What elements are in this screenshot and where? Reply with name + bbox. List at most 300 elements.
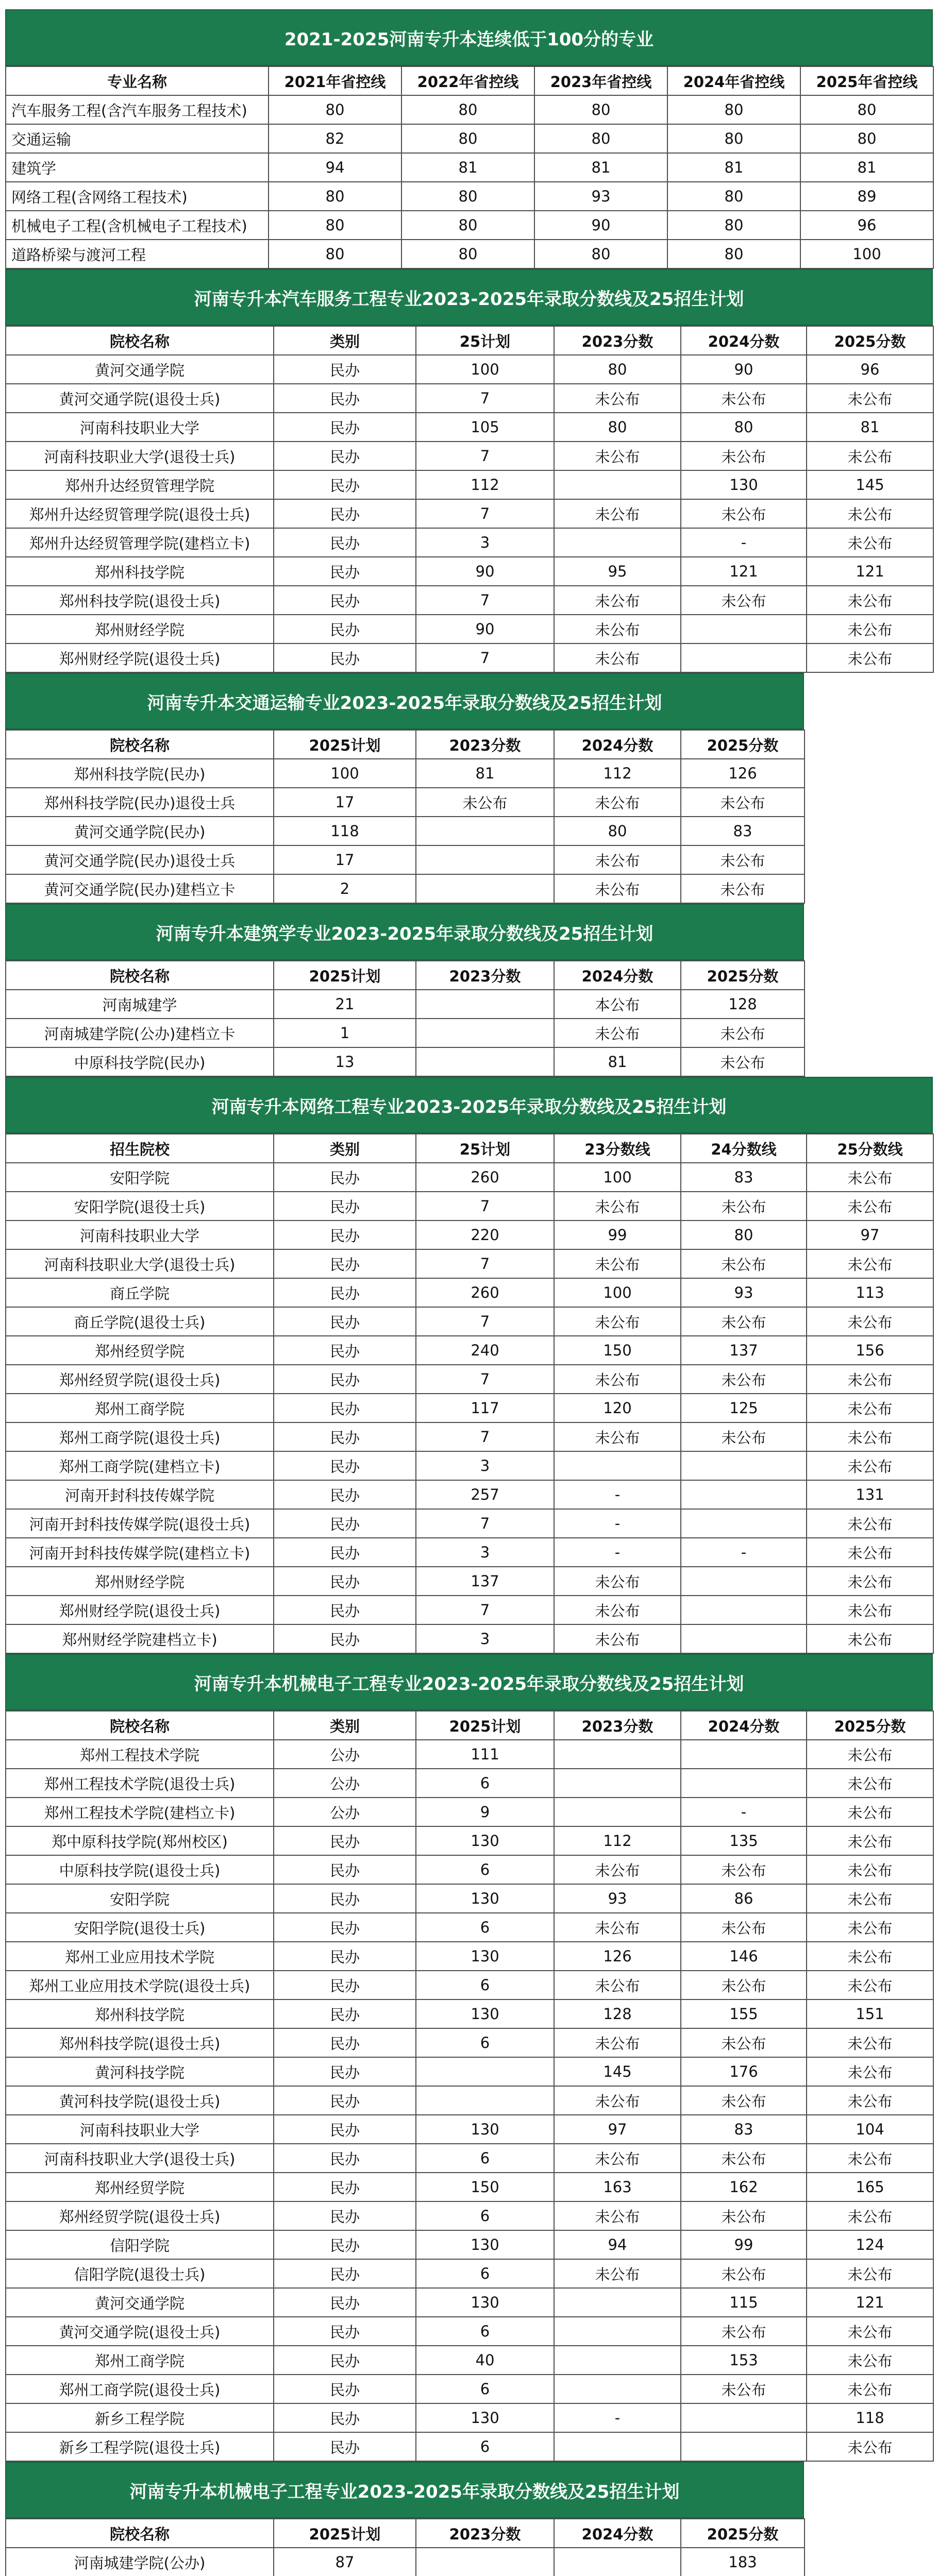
school-name-cell: 郑州工业应用技术学院(退役士兵) <box>6 1971 274 1999</box>
school-name-cell: 信阳学院 <box>6 2230 274 2259</box>
table-title: 河南专升本交通运输专业2023-2025年录取分数线及25招生计划 <box>5 673 804 730</box>
table-row <box>6 2086 933 2115</box>
value-cell: 未公布 <box>807 1192 933 1221</box>
table-row <box>6 1394 933 1422</box>
value-cell: 民办 <box>274 1163 416 1192</box>
value-cell: 民办 <box>274 1971 416 1999</box>
table-row <box>6 1422 933 1451</box>
school-name-cell: 郑州升达经贸管理学院(退役士兵) <box>6 499 274 528</box>
value-cell: 80 <box>269 211 401 240</box>
school-name-cell: 郑州工程技术学院(建档立卡) <box>6 1798 274 1826</box>
header-row <box>6 961 805 990</box>
value-cell: 115 <box>681 2288 807 2317</box>
table-title: 河南专升本建筑学专业2023-2025年录取分数线及25招生计划 <box>5 904 804 960</box>
value-cell: 民办 <box>274 1451 416 1480</box>
school-name-cell: 河南科技职业大学 <box>6 1221 274 1249</box>
column-header: 2025计划 <box>274 961 416 990</box>
value-cell: 80 <box>534 240 667 268</box>
value-cell: 未公布 <box>681 499 807 528</box>
table-row <box>6 1913 933 1942</box>
value-cell: 民办 <box>274 557 416 586</box>
value-cell: 7 <box>416 1192 554 1221</box>
school-name-cell: 机械电子工程(含机械电子工程技术) <box>6 211 269 240</box>
data-table <box>5 1710 934 2462</box>
value-cell <box>554 1740 681 1769</box>
table-row <box>6 1451 933 1480</box>
school-name-cell: 河南科技职业大学(退役士兵) <box>6 1249 274 1278</box>
value-cell: 未公布 <box>681 788 805 817</box>
value-cell: 7 <box>416 586 554 615</box>
value-cell: 145 <box>554 2057 681 2086</box>
value-cell: 未公布 <box>807 2432 933 2461</box>
value-cell: 民办 <box>274 1422 416 1451</box>
value-cell: 民办 <box>274 2317 416 2346</box>
school-name-cell: 郑州工商学院(建档立卡) <box>6 1451 274 1480</box>
value-cell: 6 <box>416 2432 554 2461</box>
value-cell: 96 <box>807 355 933 384</box>
value-cell: 民办 <box>274 1365 416 1394</box>
value-cell: 未公布 <box>807 1740 933 1769</box>
school-name-cell: 中原科技学院(民办) <box>6 1047 274 1076</box>
value-cell: - <box>681 1538 807 1567</box>
value-cell: 7 <box>416 1596 554 1624</box>
value-cell: 未公布 <box>681 2028 807 2057</box>
table-row <box>6 442 933 470</box>
school-name-cell: 郑州科技学院(民办) <box>6 759 274 788</box>
value-cell: 80 <box>667 240 800 268</box>
value-cell: 民办 <box>274 355 416 384</box>
value-cell: 未公布 <box>807 1596 933 1624</box>
value-cell: 未公布 <box>807 1509 933 1538</box>
value-cell: 80 <box>667 211 800 240</box>
value-cell: 80 <box>269 95 401 124</box>
value-cell: 80 <box>554 413 681 442</box>
column-header: 院校名称 <box>6 2519 274 2548</box>
value-cell: 183 <box>681 2548 805 2576</box>
school-name-cell: 郑州升达经贸管理学院 <box>6 470 274 499</box>
value-cell: 80 <box>667 95 800 124</box>
value-cell: 未公布 <box>554 2144 681 2173</box>
value-cell: 156 <box>807 1336 933 1365</box>
school-name-cell: 郑州财经学院(退役士兵) <box>6 1596 274 1624</box>
value-cell: 6 <box>416 1855 554 1884</box>
value-cell: 7 <box>416 1307 554 1336</box>
value-cell <box>554 2375 681 2403</box>
value-cell: 民办 <box>274 586 416 615</box>
value-cell: 80 <box>401 182 534 211</box>
column-header: 类别 <box>274 1711 416 1740</box>
table-row <box>6 470 933 499</box>
value-cell <box>681 1509 807 1538</box>
value-cell: 111 <box>416 1740 554 1769</box>
table-block-auto-service <box>5 269 938 673</box>
value-cell: 民办 <box>274 499 416 528</box>
school-name-cell: 郑州经贸学院 <box>6 2173 274 2201</box>
value-cell: 未公布 <box>554 845 681 874</box>
value-cell: 7 <box>416 384 554 413</box>
school-name-cell: 郑州工商学院 <box>6 1394 274 1422</box>
table-row <box>6 2346 933 2375</box>
value-cell: 145 <box>807 470 933 499</box>
value-cell: 未公布 <box>681 1365 807 1394</box>
value-cell: 87 <box>274 2548 416 2576</box>
value-cell: 未公布 <box>416 788 554 817</box>
value-cell: 民办 <box>274 643 416 672</box>
value-cell: 89 <box>800 182 933 211</box>
value-cell: 民办 <box>274 1221 416 1249</box>
table-row <box>6 2230 933 2259</box>
table-row <box>6 240 933 268</box>
column-header: 2024分数 <box>681 326 807 355</box>
table-row <box>6 499 933 528</box>
value-cell: - <box>554 1509 681 1538</box>
table-title: 河南专升本网络工程专业2023-2025年录取分数线及25招生计划 <box>5 1077 933 1133</box>
table-row <box>6 1740 933 1769</box>
school-name-cell: 郑州工业应用技术学院 <box>6 1942 274 1971</box>
value-cell: 6 <box>416 2201 554 2230</box>
table-row <box>6 643 933 672</box>
value-cell: 100 <box>274 759 416 788</box>
school-name-cell: 河南开封科技传媒学院(建档立卡) <box>6 1538 274 1567</box>
value-cell <box>416 874 554 903</box>
value-cell: 83 <box>681 2115 807 2144</box>
value-cell: 未公布 <box>681 2259 807 2288</box>
value-cell: 100 <box>800 240 933 268</box>
column-header: 2024分数 <box>554 730 681 759</box>
school-name-cell: 黄河交通学院(退役士兵) <box>6 2317 274 2346</box>
value-cell: 未公布 <box>554 1365 681 1394</box>
table-row <box>6 1365 933 1394</box>
value-cell: 80 <box>800 124 933 153</box>
value-cell: 未公布 <box>807 2201 933 2230</box>
value-cell: 151 <box>807 1999 933 2028</box>
table-row <box>6 355 933 384</box>
column-header: 2023分数 <box>416 961 554 990</box>
value-cell: 未公布 <box>554 1624 681 1653</box>
school-name-cell: 河南城建学 <box>6 990 274 1019</box>
school-name-cell: 道路桥梁与渡河工程 <box>6 240 269 268</box>
table-row <box>6 1019 805 1047</box>
value-cell: 未公布 <box>681 1422 807 1451</box>
value-cell: 民办 <box>274 1538 416 1567</box>
value-cell: 126 <box>681 759 805 788</box>
value-cell: 未公布 <box>807 1769 933 1798</box>
table-row <box>6 2144 933 2173</box>
value-cell: 未公布 <box>554 1596 681 1624</box>
value-cell: 137 <box>681 1336 807 1365</box>
value-cell: 未公布 <box>681 1249 807 1278</box>
school-name-cell: 郑州科技学院(退役士兵) <box>6 586 274 615</box>
value-cell: 本公布 <box>554 990 681 1019</box>
school-name-cell: 黄河交通学院 <box>6 355 274 384</box>
value-cell: 民办 <box>274 1999 416 2028</box>
value-cell: 155 <box>681 1999 807 2028</box>
data-table <box>5 2518 805 2576</box>
value-cell: 未公布 <box>807 1249 933 1278</box>
table-row <box>6 1249 933 1278</box>
value-cell: 未公布 <box>554 2259 681 2288</box>
value-cell: 81 <box>554 1047 681 1076</box>
header-row <box>6 1711 933 1740</box>
table-row <box>6 990 805 1019</box>
value-cell: 150 <box>416 2173 554 2201</box>
value-cell: - <box>554 2403 681 2432</box>
table-row <box>6 2403 933 2432</box>
value-cell: 未公布 <box>681 586 807 615</box>
school-name-cell: 郑州财经学院建档立卡) <box>6 1624 274 1653</box>
value-cell: 94 <box>554 2230 681 2259</box>
value-cell: 93 <box>534 182 667 211</box>
value-cell: 民办 <box>274 1336 416 1365</box>
school-name-cell: 郑州财经学院 <box>6 615 274 643</box>
school-name-cell: 郑州工程技术学院(退役士兵) <box>6 1769 274 1798</box>
table-row <box>6 1336 933 1365</box>
column-header: 23分数线 <box>554 1134 681 1163</box>
value-cell: 未公布 <box>681 1971 807 1999</box>
table-row <box>6 1971 933 1999</box>
column-header: 2023分数 <box>416 2519 554 2548</box>
value-cell: 80 <box>534 124 667 153</box>
column-header: 2025计划 <box>416 1711 554 1740</box>
value-cell: 6 <box>416 2259 554 2288</box>
value-cell: 未公布 <box>681 1192 807 1221</box>
value-cell: 未公布 <box>554 643 681 672</box>
table-row <box>6 817 805 845</box>
value-cell: 80 <box>401 124 534 153</box>
value-cell <box>554 470 681 499</box>
value-cell: 130 <box>416 2230 554 2259</box>
value-cell: 86 <box>681 1884 807 1913</box>
value-cell: 未公布 <box>554 2201 681 2230</box>
value-cell: 未公布 <box>807 528 933 557</box>
table-row <box>6 1538 933 1567</box>
value-cell: 121 <box>807 2288 933 2317</box>
value-cell: 未公布 <box>681 1913 807 1942</box>
value-cell: 126 <box>554 1942 681 1971</box>
value-cell: 81 <box>667 153 800 182</box>
school-name-cell: 新乡工程学院(退役士兵) <box>6 2432 274 2461</box>
table-row <box>6 2548 805 2576</box>
value-cell: 民办 <box>274 1826 416 1855</box>
column-header: 2023分数 <box>416 730 554 759</box>
value-cell: 80 <box>269 182 401 211</box>
value-cell: 220 <box>416 1221 554 1249</box>
table-row <box>6 2057 933 2086</box>
column-header: 2023分数 <box>554 1711 681 1740</box>
value-cell: 民办 <box>274 1942 416 1971</box>
table-row <box>6 2173 933 2201</box>
value-cell: 未公布 <box>807 499 933 528</box>
table-row <box>6 845 805 874</box>
value-cell: 未公布 <box>807 2259 933 2288</box>
value-cell: 未公布 <box>554 1422 681 1451</box>
school-name-cell: 中原科技学院(退役士兵) <box>6 1855 274 1884</box>
value-cell: 未公布 <box>807 1798 933 1826</box>
value-cell: - <box>554 1538 681 1567</box>
school-name-cell: 河南开封科技传媒学院(退役士兵) <box>6 1509 274 1538</box>
value-cell <box>681 1480 807 1509</box>
value-cell <box>416 2057 554 2086</box>
value-cell <box>416 817 554 845</box>
value-cell <box>681 643 807 672</box>
table-row <box>6 1624 933 1653</box>
table-row <box>6 1769 933 1798</box>
school-name-cell: 郑州科技学院 <box>6 1999 274 2028</box>
value-cell <box>416 2086 554 2115</box>
table-title: 河南专升本机械电子工程专业2023-2025年录取分数线及25招生计划 <box>5 2462 804 2518</box>
school-name-cell: 黄河科技学院 <box>6 2057 274 2086</box>
value-cell: 未公布 <box>554 499 681 528</box>
value-cell <box>554 2548 681 2576</box>
column-header: 25计划 <box>416 1134 554 1163</box>
value-cell: 90 <box>534 211 667 240</box>
value-cell: 民办 <box>274 2144 416 2173</box>
value-cell: 未公布 <box>681 2201 807 2230</box>
value-cell <box>416 1047 554 1076</box>
value-cell <box>681 1624 807 1653</box>
value-cell: 民办 <box>274 2201 416 2230</box>
column-header: 2022年省控线 <box>401 66 534 95</box>
value-cell: 257 <box>416 1480 554 1509</box>
value-cell: 未公布 <box>554 1192 681 1221</box>
value-cell: 民办 <box>274 2346 416 2375</box>
school-name-cell: 郑中原科技学院(郑州校区) <box>6 1826 274 1855</box>
value-cell: 6 <box>416 1971 554 1999</box>
table-row <box>6 2375 933 2403</box>
school-name-cell: 黄河交通学院(退役士兵) <box>6 384 274 413</box>
value-cell: 80 <box>681 1221 807 1249</box>
value-cell: 未公布 <box>681 442 807 470</box>
table-row <box>6 1307 933 1336</box>
value-cell: 176 <box>681 2057 807 2086</box>
table-row <box>6 413 933 442</box>
value-cell: 99 <box>554 1221 681 1249</box>
value-cell: 7 <box>416 1249 554 1278</box>
table-row <box>6 2028 933 2057</box>
table-row <box>6 2432 933 2461</box>
table-row <box>6 2288 933 2317</box>
value-cell: 128 <box>554 1999 681 2028</box>
column-header: 2023分数 <box>554 326 681 355</box>
value-cell: 未公布 <box>554 1971 681 1999</box>
table-row <box>6 1567 933 1596</box>
value-cell: 260 <box>416 1278 554 1307</box>
value-cell: 90 <box>681 355 807 384</box>
school-name-cell: 郑州工程技术学院 <box>6 1740 274 1769</box>
value-cell: 未公布 <box>681 1307 807 1336</box>
table-row <box>6 2201 933 2230</box>
value-cell: 7 <box>416 1365 554 1394</box>
column-header: 2024年省控线 <box>667 66 800 95</box>
school-name-cell: 郑州经贸学院 <box>6 1336 274 1365</box>
value-cell: 未公布 <box>807 442 933 470</box>
value-cell: 21 <box>274 990 416 1019</box>
value-cell: 112 <box>554 1826 681 1855</box>
value-cell: 117 <box>416 1394 554 1422</box>
school-name-cell: 郑州科技学院 <box>6 557 274 586</box>
column-header: 2024分数 <box>554 961 681 990</box>
value-cell <box>416 990 554 1019</box>
table-block-network-engineering <box>5 1077 938 1654</box>
value-cell: 2 <box>274 874 416 903</box>
value-cell <box>554 528 681 557</box>
value-cell: 未公布 <box>807 1913 933 1942</box>
value-cell: 7 <box>416 499 554 528</box>
table-row <box>6 1221 933 1249</box>
value-cell: 未公布 <box>554 384 681 413</box>
value-cell: - <box>681 1798 807 1826</box>
header-row <box>6 2519 805 2548</box>
value-cell: 民办 <box>274 2375 416 2403</box>
value-cell: 未公布 <box>807 1567 933 1596</box>
school-name-cell: 网络工程(含网络工程技术) <box>6 182 269 211</box>
value-cell <box>416 1019 554 1047</box>
value-cell: 未公布 <box>554 1913 681 1942</box>
value-cell: 未公布 <box>807 1624 933 1653</box>
table-row <box>6 1163 933 1192</box>
column-header: 专业名称 <box>6 66 269 95</box>
value-cell: 未公布 <box>807 1365 933 1394</box>
table-title: 河南专升本机械电子工程专业2023-2025年录取分数线及25招生计划 <box>5 1654 933 1710</box>
value-cell: 3 <box>416 1624 554 1653</box>
value-cell: 民办 <box>274 1567 416 1596</box>
value-cell <box>681 1596 807 1624</box>
value-cell: 80 <box>667 182 800 211</box>
value-cell: 130 <box>416 1826 554 1855</box>
value-cell: 83 <box>681 817 805 845</box>
school-name-cell: 河南科技职业大学 <box>6 2115 274 2144</box>
table-row <box>6 788 805 817</box>
value-cell: 未公布 <box>807 1538 933 1567</box>
value-cell: 未公布 <box>554 1567 681 1596</box>
value-cell: 民办 <box>274 2057 416 2086</box>
school-name-cell: 黄河交通学院(民办) <box>6 817 274 845</box>
value-cell <box>416 845 554 874</box>
value-cell: 民办 <box>274 2028 416 2057</box>
school-name-cell: 郑州科技学院(退役士兵) <box>6 2028 274 2057</box>
school-name-cell: 河南开封科技传媒学院 <box>6 1480 274 1509</box>
value-cell: 162 <box>681 2173 807 2201</box>
column-header: 2025分数 <box>807 326 933 355</box>
value-cell: 118 <box>807 2403 933 2432</box>
school-name-cell: 安阳学院 <box>6 1163 274 1192</box>
value-cell: 96 <box>800 211 933 240</box>
value-cell: 未公布 <box>807 1394 933 1422</box>
table-row <box>6 1826 933 1855</box>
value-cell: 未公布 <box>681 845 805 874</box>
value-cell: 124 <box>807 2230 933 2259</box>
value-cell: 未公布 <box>807 1942 933 1971</box>
value-cell: 153 <box>681 2346 807 2375</box>
column-header: 2021年省控线 <box>269 66 401 95</box>
value-cell: 130 <box>416 1942 554 1971</box>
value-cell: 未公布 <box>807 2086 933 2115</box>
school-name-cell: 新乡工程学院 <box>6 2403 274 2432</box>
value-cell: 民办 <box>274 1249 416 1278</box>
value-cell: - <box>554 1480 681 1509</box>
value-cell: 民办 <box>274 2432 416 2461</box>
data-table <box>5 960 805 1077</box>
school-name-cell: 郑州经贸学院(退役士兵) <box>6 2201 274 2230</box>
table-row <box>6 1509 933 1538</box>
column-header: 24分数线 <box>681 1134 807 1163</box>
value-cell: 未公布 <box>554 874 681 903</box>
value-cell: 未公布 <box>681 1047 805 1076</box>
school-name-cell: 河南科技职业大学 <box>6 413 274 442</box>
value-cell: 未公布 <box>554 1019 681 1047</box>
value-cell: 113 <box>807 1278 933 1307</box>
school-name-cell: 黄河交通学院(民办)建档立卡 <box>6 874 274 903</box>
